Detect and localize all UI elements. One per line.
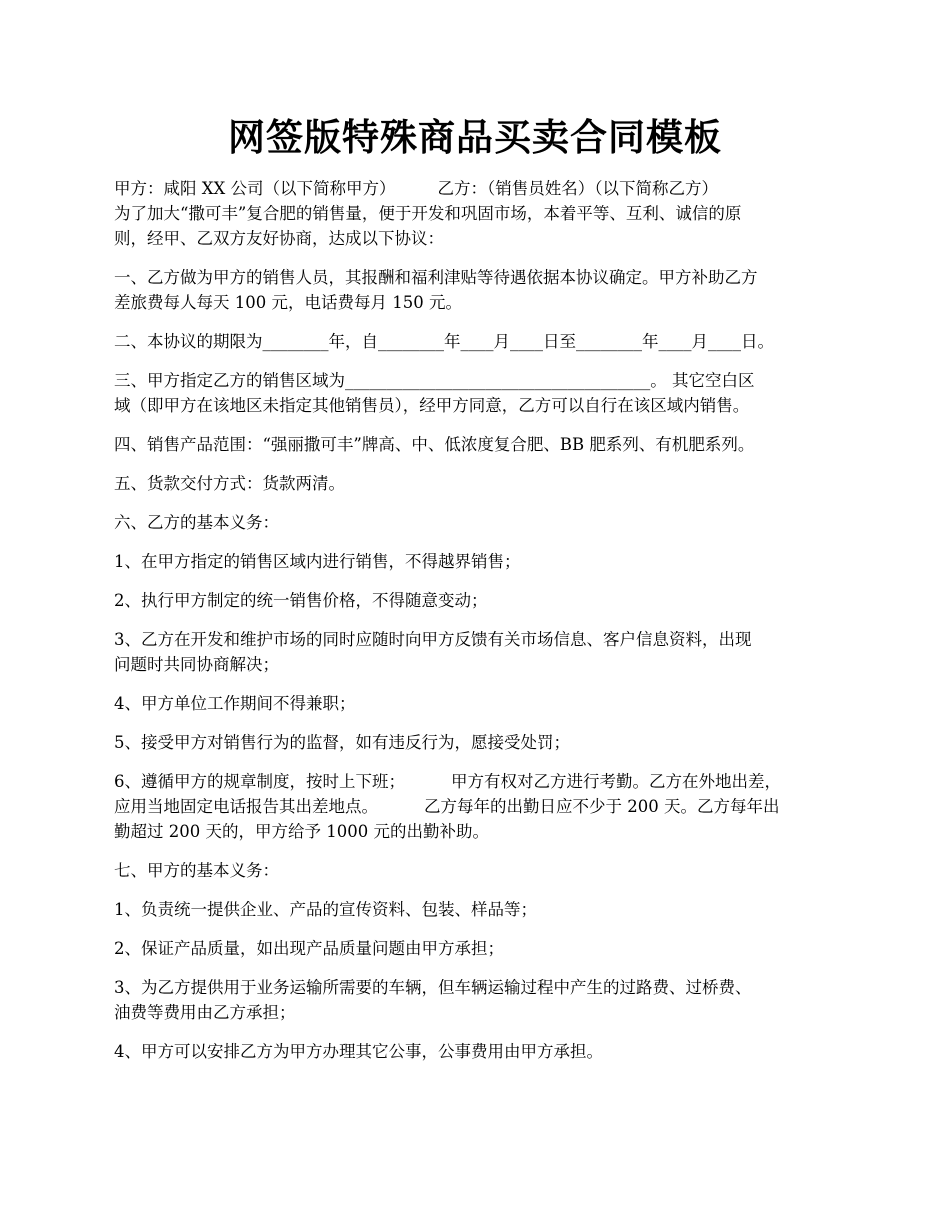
clause-2: 二、本协议的期限为________年，自________年____月____日至________年____月____日。 <box>114 332 774 351</box>
clause-3-line-1: 三、甲方指定乙方的销售区域为_____________________________________。 其它空白区 <box>114 371 755 390</box>
clause-7-heading: 七、甲方的基本义务： <box>114 861 279 880</box>
intro-line-1: 为了加大“撒可丰”复合肥的销售量，便于开发和巩固市场，本着平等、互利、诚信的原 <box>114 204 742 223</box>
clause-6-item-6-part-a: 6、遵循甲方的规章制度，按时上下班； <box>114 772 405 791</box>
document-title: 网签版特殊商品买卖合同模板 <box>228 115 722 159</box>
clause-6-item-6-line-1 <box>114 769 854 794</box>
clause-7-item-2: 2、保证产品质量，如出现产品质量问题由甲方承担； <box>114 939 504 958</box>
party-b: 乙方：（销售员姓名）（以下简称乙方） <box>437 179 718 198</box>
clause-3-line-2: 域（即甲方在该地区未指定其他销售员），经甲方同意，乙方可以自行在该区域内销售。 <box>114 396 750 415</box>
clause-1-line-2: 差旅费每人每天 100 元，电话费每月 150 元。 <box>114 293 462 312</box>
clause-4: 四、销售产品范围：“强丽撒可丰”牌高、中、低浓度复合肥、BB 肥系列、有机肥系列。 <box>114 435 755 454</box>
clause-6-item-5: 5、接受甲方对销售行为的监督，如有违反行为，愿接受处罚； <box>114 733 570 752</box>
intro-line-2: 则，经甲、乙双方友好协商，达成以下协议： <box>114 229 444 248</box>
clause-7-item-4: 4、甲方可以安排乙方为甲方办理其它公事，公事费用由甲方承担。 <box>114 1042 603 1061</box>
document-body <box>114 176 854 1064</box>
clause-6-item-2: 2、执行甲方制定的统一销售价格，不得随意变动； <box>114 591 488 610</box>
clause-6-item-3-line-1: 3、乙方在开发和维护市场的同时应随时向甲方反馈有关市场信息、客户信息资料，出现 <box>114 630 752 649</box>
clause-6-item-3-line-2: 问题时共同协商解决； <box>114 655 279 674</box>
clause-5: 五、货款交付方式：货款两清。 <box>114 474 345 493</box>
parties-line <box>114 176 854 201</box>
party-a: 甲方：咸阳 XX 公司（以下简称甲方） <box>114 179 396 198</box>
clause-7-item-3-line-1: 3、为乙方提供用于业务运输所需要的车辆，但车辆运输过程中产生的过路费、过桥费、 <box>114 978 752 997</box>
clause-6-item-6-part-b: 甲方有权对乙方进行考勤。乙方在外地出差， <box>451 772 781 791</box>
clause-7-item-3-line-2: 油费等费用由乙方承担； <box>114 1003 296 1022</box>
clause-6-heading: 六、乙方的基本义务： <box>114 513 279 532</box>
clause-6-item-6-line-2 <box>114 794 854 819</box>
clause-6-item-4: 4、甲方单位工作期间不得兼职； <box>114 694 356 713</box>
clause-6-item-6-part-d: 乙方每年的出勤日应不少于 200 天。乙方每年出 <box>424 797 780 816</box>
clause-6-item-6-part-c: 应用当地固定电话报告其出差地点。 <box>114 797 378 816</box>
clause-1-line-1: 一、乙方做为甲方的销售人员，其报酬和福利津贴等待遇依据本协议确定。甲方补助乙方 <box>114 268 758 287</box>
clause-7-item-1: 1、负责统一提供企业、产品的宣传资料、包装、样品等； <box>114 900 537 919</box>
clause-6-item-1: 1、在甲方指定的销售区域内进行销售，不得越界销售； <box>114 552 521 571</box>
clause-6-item-6-line-3: 勤超过 200 天的，甲方给予 1000 元的出勤补助。 <box>114 822 489 841</box>
